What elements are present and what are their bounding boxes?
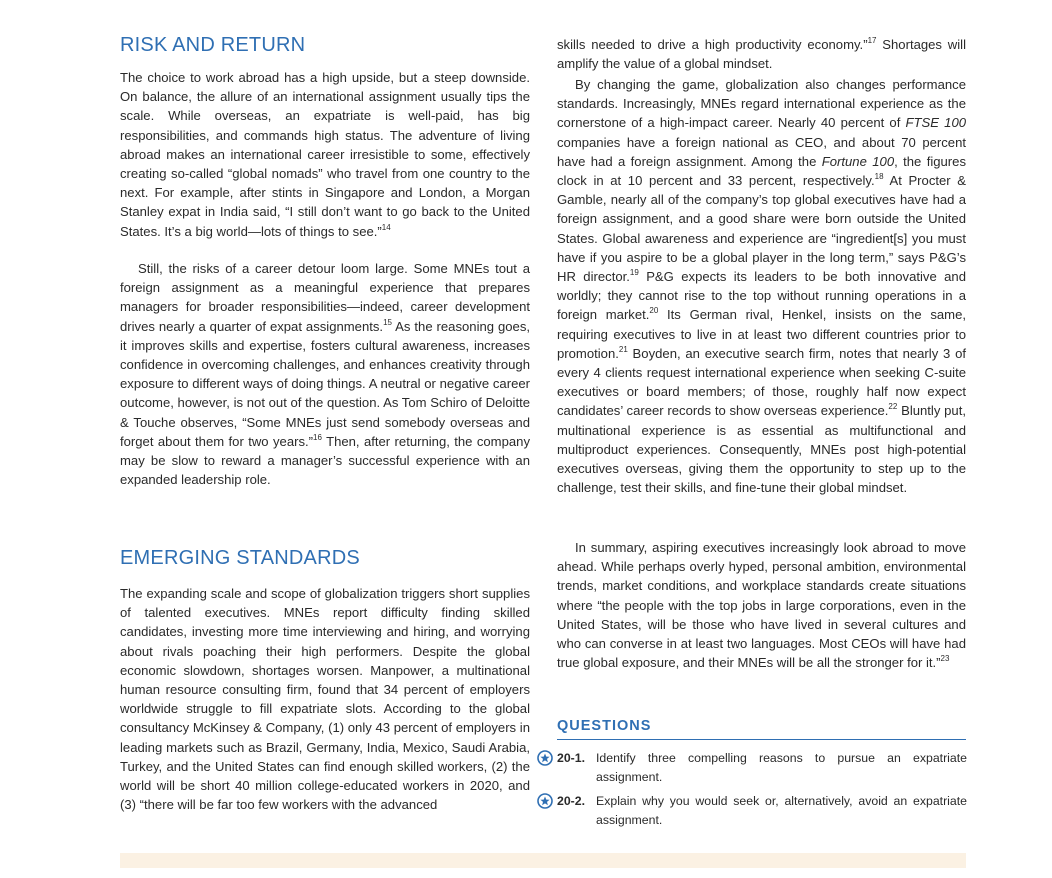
- question-item: [537, 792, 967, 829]
- right-paragraph-3: In summary, aspiring executives increasingly look abroad to move ahead. While perhaps overly hyped, personal ambition, environmental trends, market conditions, and workplace standards create situations where “the people with the top jobs in large corporations, even in the United States, will be those who have lived in several cultures and who can converse in at least two languages. Most CEOs will have had true global exposure, and their MNEs will be all the stronger for it.”$^{23}$: [557, 540, 966, 671]
- questions-heading: QUESTIONS: [557, 718, 966, 740]
- question-text: Explain why you would seek or, alternatively, avoid an expatriate assignment.: [596, 794, 967, 827]
- question-text: Identify three compelling reasons to pursue an expatriate assignment.: [596, 751, 967, 784]
- assignment-icon: [537, 793, 553, 809]
- risk-return-paragraph-1: The choice to work abroad has a high upside, but a steep downside. On balance, the allure of an international assignment usually tips the scale. While overseas, an expatriate is well-paid, has big responsibilities, and commands high status. The adventure of living abroad makes an international career irresistible to some, effectively creating so-called “global nomads” who travel from one country to the next. For example, after stints in Singapore and London, a Morgan Stanley expat in India said, “I still don’t want to go back to the United States. It’s a big world—lots of things to see.”$^{14}$: [120, 70, 530, 239]
- emerging-standards-paragraph: The expanding scale and scope of globalization triggers short supplies of talented executives. MNEs report difficulty finding skilled candidates, investing more time interviewing and hiring, and worrying about rivals poaching their high performers. Despite the global economic slowdown, shortages worsen. Manpower, a multinational human resource consulting firm, found that 34 percent of employers worldwide struggle to fill expatriate slots. According to the global consultancy McKinsey & Company, (1) only 43 percent of employers in leading markets such as Brazil, Germany, India, Mexico, Saudi Arabia, Turkey, and the United States can find enough skilled workers, (2) the world will be short 40 million college-educated workers in 2020, and (3) “there will be far too few workers with the advanced: [120, 586, 530, 813]
- question-number: 20-2.: [557, 794, 586, 808]
- page-footer-band: [120, 853, 966, 868]
- assignment-icon: [537, 750, 553, 766]
- right-paragraph-1: skills needed to drive a high productivity economy.”$^{17}$ Shortages will amplify the value of a global mindset.: [557, 36, 966, 72]
- question-item: [537, 749, 967, 786]
- risk-and-return-heading: RISK AND RETURN: [120, 34, 306, 56]
- emerging-standards-heading: EMERGING STANDARDS: [120, 547, 360, 569]
- question-number: 20-1.: [557, 751, 586, 765]
- risk-return-paragraph-2: Still, the risks of a career detour loom large. Some MNEs tout a foreign assignment as a meaningful experience that prepares managers for broader responsibilities—indeed, career development drives nearly a quarter of expat assignments.$^{15}$ As the reasoning goes, it improves skills and expertise, fosters cultural awareness, increases confidence in overcoming challenges, and enhances creativity through exposure to different ways of doing things. A neutral or negative career outcome, however, is not out of the question. As Tom Schiro of Deloitte & Touche observes, “Some MNEs just send somebody overseas and forget about them for two years.”$^{16}$ Then, after returning, the company may be slow to reward a manager’s successful experience with an expanded leadership role.: [120, 261, 531, 488]
- right-paragraph-2: By changing the game, globalization also changes performance standards. Increasingly, MNEs regard international experience as the cornerstone of a high-impact career. Nearly 40 percent of FTSE 100 companies have a foreign national as CEO, and about 70 percent have had a foreign assignment. Among the Fortune 100, the figures clock in at 10 percent and 33 percent, respectively.$^{18}$ At Procter & Gamble, nearly all of the company’s top global executives have had a foreign assignment, and a good share were born outside the United States. Global awareness and experience are “ingredient[s] you must have if you aspire to be a global player in the long term,” says P&G’s HR director.$^{19}$ P&G expects its leaders to be both innovative and worldly; they cannot rise to the top without running operations in a foreign market.$^{20}$ Its German rival, Henkel, insists on the same, requiring executives to live in at least two different countries prior to promotion.$^{21}$ Boyden, an executive search firm, notes that nearly 3 of every 4 clients request international experience when seeking C-suite executives or board members; of those, roughly half now expect candidates’ career records to show overseas experience.$^{22}$ Bluntly put, multinational experience is as essential as multifunctional and multiproduct experiences. Consequently, MNEs post high-potential executives overseas, giving them the opportunity to step up to the challenge, test their skills, and fine-tune their global mindset.: [557, 77, 967, 496]
